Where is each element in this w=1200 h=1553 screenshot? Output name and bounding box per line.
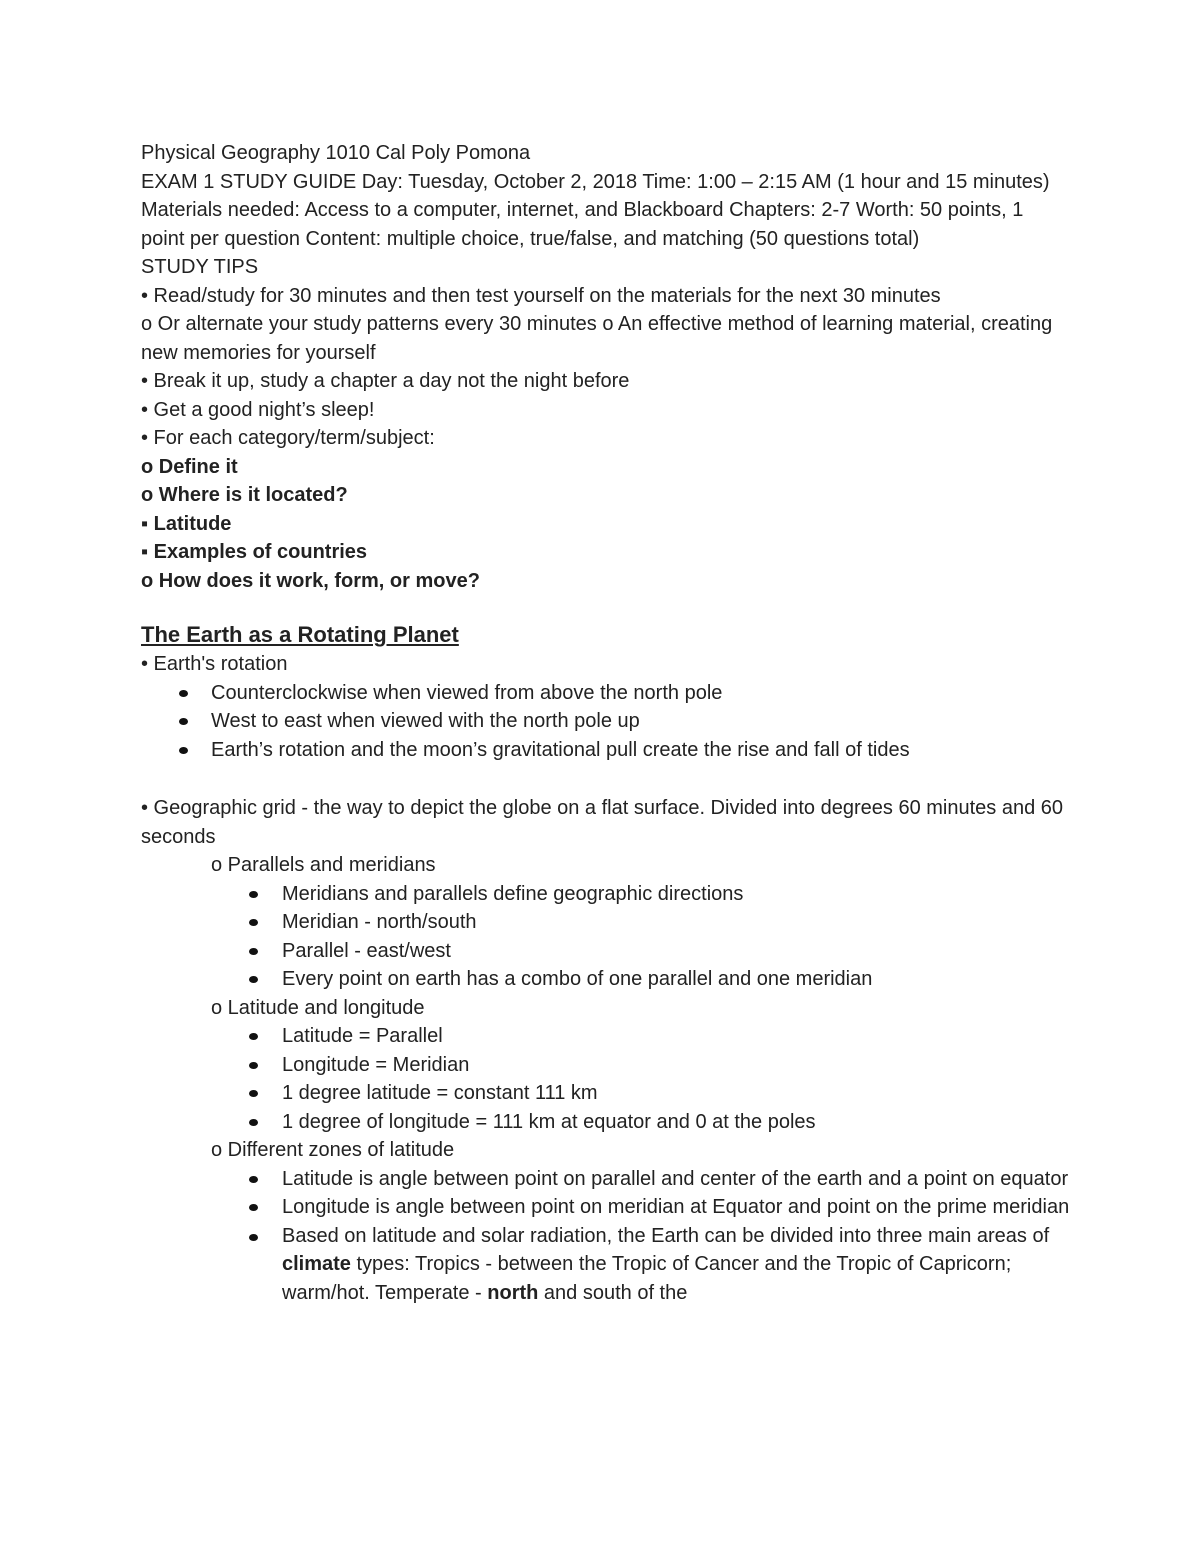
bullet-icon bbox=[249, 1033, 258, 1040]
latlong-list bbox=[141, 1022, 1071, 1136]
latlong-label: o Latitude and longitude bbox=[211, 996, 425, 1019]
bold-item: ▪ Latitude bbox=[141, 512, 232, 535]
parallels-label: o Parallels and meridians bbox=[211, 854, 436, 876]
bullet-icon bbox=[249, 976, 258, 983]
grid-label: • Geographic grid - the way to depict the globe on a flat surface. Divided into degrees 60 minutes and 60 seconds bbox=[141, 797, 1064, 848]
bold-term: climate bbox=[282, 1253, 351, 1275]
list-item: Counterclockwise when viewed from above the north pole bbox=[141, 679, 1071, 708]
rotation-list bbox=[141, 679, 1071, 765]
bullet-icon bbox=[249, 948, 258, 955]
bullet-icon bbox=[249, 1119, 258, 1126]
bullet-icon bbox=[249, 1176, 258, 1183]
bullet-icon bbox=[179, 718, 188, 725]
bold-term: north bbox=[487, 1281, 539, 1304]
zones-list bbox=[141, 1165, 1071, 1308]
bullet-icon bbox=[179, 690, 188, 697]
bold-item: ▪ Examples of countries bbox=[141, 541, 368, 563]
list-item: Latitude is angle between point on parallel and center of the earth and a point on equator bbox=[141, 1165, 1071, 1194]
section-heading: The Earth as a Rotating Planet bbox=[141, 622, 459, 647]
list-item: Longitude = Meridian bbox=[141, 1051, 1071, 1080]
list-item: Based on latitude and solar radiation, the Earth can be divided into three main areas of climate types: Tropics - between the Tropic of Cancer and the Tropic of Capricorn; warm/hot. Temperate - north and south of the bbox=[141, 1222, 1071, 1308]
list-item: Latitude = Parallel bbox=[141, 1022, 1071, 1051]
bold-item: o Where is it located? bbox=[141, 484, 348, 506]
study-tip: • For each category/term/subject: bbox=[141, 427, 435, 449]
list-item: 1 degree of longitude = 111 km at equator and 0 at the poles bbox=[141, 1108, 1071, 1137]
list-item: Meridians and parallels define geographic directions bbox=[141, 880, 1071, 909]
list-item: Earth’s rotation and the moon’s gravitational pull create the rise and fall of tides bbox=[141, 736, 1071, 765]
study-tip-sub: o Or alternate your study patterns every 30 minutes o An effective method of learning material, creating new memories for yourself bbox=[141, 313, 1053, 364]
list-item: Longitude is angle between point on meridian at Equator and point on the prime meridian bbox=[141, 1193, 1071, 1222]
bullet-icon bbox=[249, 1204, 258, 1211]
study-tip: • Break it up, study a chapter a day not the night before bbox=[141, 370, 630, 392]
list-item: West to east when viewed with the north pole up bbox=[141, 707, 1071, 736]
rotation-label: • Earth's rotation bbox=[141, 653, 288, 675]
list-item: 1 degree latitude = constant 111 km bbox=[141, 1079, 1071, 1108]
study-tip: • Read/study for 30 minutes and then test yourself on the materials for the next 30 minutes bbox=[141, 284, 941, 307]
bullet-icon bbox=[179, 747, 188, 754]
course-title: Physical Geography 1010 Cal Poly Pomona bbox=[141, 142, 531, 164]
bold-item: o Define it bbox=[141, 455, 238, 478]
bullet-icon bbox=[249, 1062, 258, 1069]
list-item: Meridian - north/south bbox=[141, 908, 1071, 937]
bullet-icon bbox=[249, 1090, 258, 1097]
list-item: Every point on earth has a combo of one parallel and one meridian bbox=[141, 965, 1071, 994]
study-tip: • Get a good night’s sleep! bbox=[141, 398, 375, 421]
parallels-list bbox=[141, 880, 1071, 994]
study-tips-title: STUDY TIPS bbox=[141, 256, 259, 278]
bullet-icon bbox=[249, 1234, 258, 1241]
document-page bbox=[141, 139, 1071, 1307]
zones-label: o Different zones of latitude bbox=[211, 1139, 455, 1161]
bullet-icon bbox=[249, 891, 258, 898]
bullet-icon bbox=[249, 919, 258, 926]
bold-item: o How does it work, form, or move? bbox=[141, 569, 480, 592]
exam-info: EXAM 1 STUDY GUIDE Day: Tuesday, October 2, 2018 Time: 1:00 – 2:15 AM (1 hour and 15 minutes) Materials needed: Access to a computer, internet, and Blackboard Chapters: 2-7 Worth: 50 points, 1 point per question Content: multiple choice, true/false, and matching (50 questions total) bbox=[141, 170, 1050, 250]
list-item: Parallel - east/west bbox=[141, 937, 1071, 966]
